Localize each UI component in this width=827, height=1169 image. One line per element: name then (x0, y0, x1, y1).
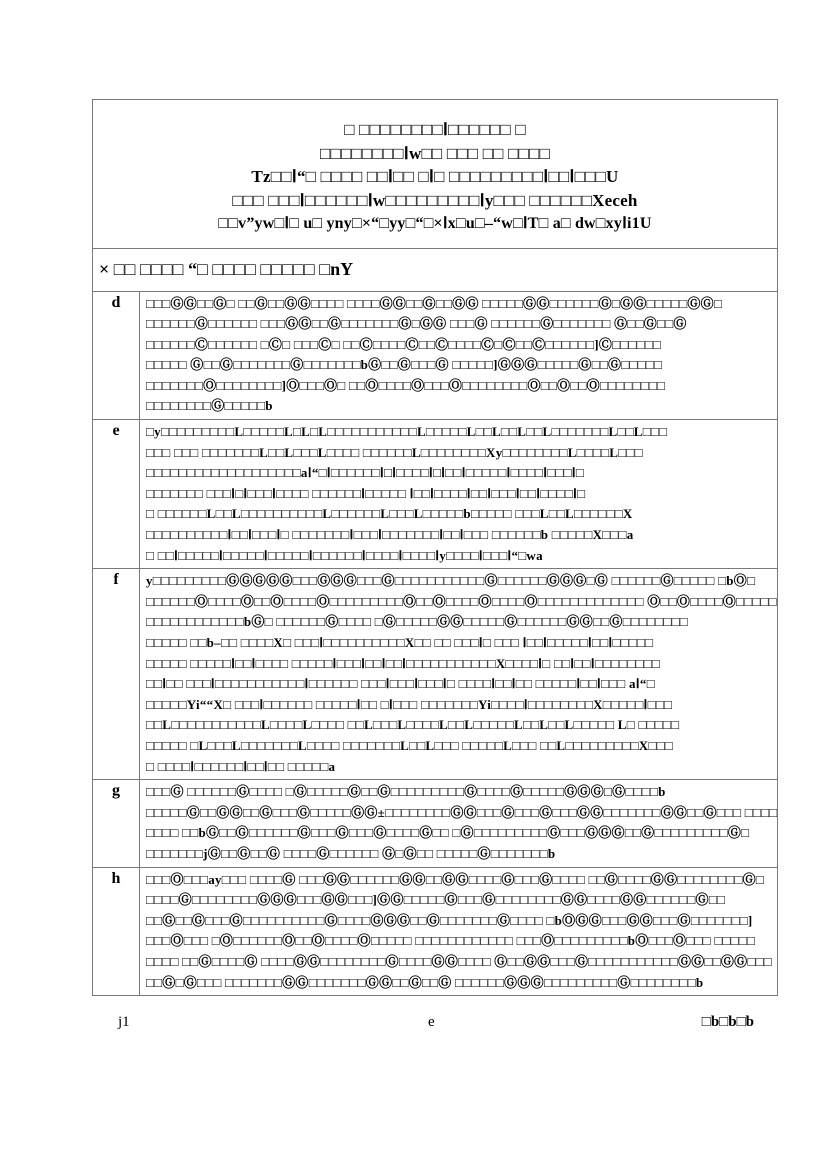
document-table (92, 99, 778, 996)
document-header (93, 100, 777, 249)
row-text-line: □□Ⓖ□□Ⓖ□□□Ⓖ□□□□□□□□□□Ⓖ□□□□ⒼⒼⒼ□□Ⓖ□□□□□□□Ⓖ□□□□ □bⓄⒼⒼ□□□ⒼⒼ□□□Ⓖ□□□□□□□] (146, 912, 753, 928)
table-row (93, 868, 777, 996)
row-text-line: □□□ □□□ □□□□□□□L□□L□□□L□□□□ □□□□□□L□□□□□□□□Xy□□□□□□□□L□□□□L□□□ (146, 444, 643, 460)
row-text-line: □□□ⒼⒼ□□Ⓖ□ □□Ⓖ□□ⒼⒼ□□□□ □□□□ⒼⒼ□□Ⓖ□□ⒼⒼ □□□□□ⒼⒼ□□□□□□Ⓖ□ⒼⒼ□□□□□ⒼⒼ□ (146, 295, 723, 311)
row-text-line: □□□□□□Ⓞ□□□□Ⓞ□□Ⓞ□□□□Ⓞ□□□□□□□□□Ⓞ□□Ⓞ□□□□Ⓞ□□□□Ⓞ□□□□□□□□□□□□□ Ⓞ□□Ⓞ□□□□Ⓞ□□□□□ (146, 593, 777, 609)
row-text-line: □□□□□□□ □□□Ⅰ□Ⅰ□□□Ⅰ□□□□ □□□□□□Ⅰ□□□□□ Ⅰ□□Ⅰ□□□□Ⅰ□□Ⅰ□□□Ⅰ□□Ⅰ□□□□Ⅰ□ (146, 485, 586, 501)
row-body (140, 569, 783, 779)
row-body (140, 780, 783, 866)
row-text-line: □□□Ⓖ □□□□□□Ⓖ□□□□ □Ⓖ□□□□□Ⓖ□□Ⓖ□□□□□□□□□Ⓖ□□□□Ⓖ□□□□□ⒼⒼⒼ□Ⓖ□□□□b (146, 784, 666, 800)
row-text-line: y□□□□□□□□□ⒼⒼⒼⒼⒼ□□□ⒼⒼⒼ□□□Ⓖ□□□□□□□□□□□Ⓖ□□□□□□ⒼⒼⒼ□Ⓖ □□□□□□Ⓖ□□□□□ □bⓄ□ (146, 573, 756, 589)
row-text-line: □□□Ⓞ□□□ay□□□ □□□□Ⓖ □□□ⒼⒼ□□□□□□ⒼⒼ□□ⒼⒼ□□□□Ⓖ□□□Ⓖ□□□□ □□Ⓖ□□□□ⒼⒼ□□□□□□□□Ⓖ□ (146, 871, 765, 887)
row-text-line: □□□□□□□□□□Ⅰ□□Ⅰ□□□Ⅰ□ □□□□□□□Ⅰ□□□Ⅰ□□□□□□□Ⅰ□□Ⅰ□□□ □□□□□□b □□□□□X□□□a (146, 527, 634, 543)
row-text-line: □□□□□□□□□□□□□□□□□□□aⅠ“□Ⅰ□□□□□□Ⅰ□Ⅰ□□□□Ⅰ□Ⅰ□□Ⅰ□□□□□Ⅰ□□□□Ⅰ□□□Ⅰ□ (146, 465, 585, 481)
row-text-line: □□□□□ □□□□□Ⅰ□□Ⅰ□□□□ □□□□□Ⅰ□□□Ⅰ□□Ⅰ□□Ⅰ□□□□□□□□□□□X□□□□Ⅰ□ □□Ⅰ□□Ⅰ□□□□□□□□ (146, 655, 661, 671)
row-text-line: □ □□□□□□L□□L□□□□□□□□□□L□□□□□□L□□□L□□□□□b□□□□□ □□□L□□L□□□□□□X (146, 506, 633, 522)
row-text-line: □□Ⓖ□Ⓖ□□□ □□□□□□□ⒼⒼ□□□□□□□ⒼⒼ□□Ⓖ□□Ⓖ □□□□□□ⒼⒼⒼ□□□□□□□□□Ⓖ□□□□□□□□b (146, 974, 704, 990)
row-text-line: □□□□□□□□Ⓖ□□□□□b (146, 398, 273, 414)
table-row (93, 780, 777, 867)
table-row (93, 420, 777, 569)
page-number: e (428, 1014, 435, 1030)
section-title: × □□ □□□□ “□ □□□□ □□□□□ □nY (93, 249, 777, 292)
row-text-line: □□□□□□Ⓖ□□□□□□ □□□ⒼⒼ□□Ⓖ□□□□□□□Ⓖ□ⒼⒼ □□□Ⓖ □□□□□□Ⓖ□□□□□□□ Ⓖ□□Ⓖ□□Ⓖ (146, 316, 687, 332)
footer-right: □b□b□b (701, 1014, 754, 1030)
row-text-line: □ □□Ⅰ□□□□□Ⅰ□□□□□Ⅰ□□□□□Ⅰ□□□□□□Ⅰ□□□□Ⅰ□□□□Ⅰy□□□□Ⅰ□□□Ⅰ“□wa (146, 547, 543, 563)
row-label: h (93, 868, 140, 996)
row-text-line: □□□□□ Ⓖ□□Ⓖ□□□□□□□Ⓖ□□□□□□□bⒼ□□Ⓖ□□□Ⓖ □□□□□]ⒼⒼⒼ□□□□□Ⓖ□□Ⓖ□□□□□ (146, 357, 663, 373)
row-label: g (93, 780, 140, 866)
header-line-3: Ƭz□□Ⅰ“□ □□□□ □□Ⅰ□□ □Ⅰ□ □□□□□□□□□Ⅰ□□Ⅰ□□□U (251, 167, 619, 186)
row-text-line: □□□□□Yi““X□ □□□Ⅰ□□□□□□ □□□□□Ⅰ□□ □Ⅰ□□□ □□□□□□□Yi□□□□Ⅰ□□□□□□□□X□□□□□Ⅰ□□□ (146, 696, 673, 712)
row-text-line: □□□□□□Ⓒ□□□□□□ □Ⓒ□ □□□Ⓒ□ □□Ⓒ□□□□Ⓒ□□Ⓒ□□□□Ⓒ□Ⓒ□□Ⓒ□□□□□□]Ⓒ□□□□□□ (146, 336, 662, 352)
row-body (140, 292, 777, 420)
row-text-line: □□□□□ □□b–□□ □□□□X□ □□□Ⅰ□□□□□□□□□□X□□ □□ □□□Ⅰ□ □□□ Ⅰ□□Ⅰ□□□□□Ⅰ□□Ⅰ□□□□□ (146, 635, 654, 650)
footer-left: j1 (118, 1014, 130, 1030)
table-row (93, 569, 777, 780)
row-body (140, 868, 778, 996)
row-text-line: □□□□ □□bⒼ□□Ⓖ□□□□□□Ⓖ□□□Ⓖ□□□Ⓖ□□□□Ⓖ□□ □Ⓖ□□□□□□□□□Ⓖ□□□ⒼⒼⒼ□□Ⓖ□□□□□□□□□Ⓖ□ (146, 825, 750, 841)
row-label: f (93, 569, 140, 779)
row-label: e (93, 420, 140, 568)
row-text-line: □□□□□□□jⒼ□□Ⓖ□□Ⓖ □□□□Ⓖ□□□□□□ Ⓖ□Ⓖ□□ □□□□□Ⓖ□□□□□□□b (146, 845, 556, 861)
row-text-line: □ □□□□Ⅰ□□□□□□Ⅰ□□Ⅰ□□ □□□□□a (146, 758, 336, 774)
row-body (140, 420, 777, 568)
header-line-4: □□□ □□□Ⅰ□□□□□□Ⅰw□□□□□□□□□Ⅰy□□□ □□□□□□Xeceh (232, 190, 638, 210)
row-text-line: □y□□□□□□□□□L□□□□□L□L□L□□□□□□□□□□□L□□□□□L□□L□□L□□L□□□□□□□L□□L□□□ (146, 424, 668, 440)
table-row (93, 292, 777, 421)
row-text-line: □□□□□□□□□□□□bⒼ□ □□□□□□Ⓖ□□□□ □Ⓖ□□□□□ⒼⒼ□□□□□Ⓖ□□□□□□ⒼⒼ□□Ⓖ□□□□□□□□ (146, 614, 688, 630)
row-text-line: □□□□ □□Ⓖ□□□□Ⓖ □□□□ⒼⒼ□□□□□□□□Ⓖ□□□□ⒼⒼ□□□□ Ⓖ□□ⒼⒼ□□□Ⓖ□□□□□□□□□□□ⒼⒼ□□ⒼⒼ□□□ (146, 953, 772, 969)
row-text-line: □□□□Ⓖ□□□□□□□□ⒼⒼⒼ□□□ⒼⒼ□□□]ⒼⒼ□□□□□Ⓖ□□□Ⓖ□□□□□□□□ⒼⒼ□□□□ⒼⒼ□□□□□□Ⓖ□□ (146, 892, 726, 908)
row-text-line: □□□Ⓞ□□□ □Ⓞ□□□□□□Ⓞ□□Ⓞ□□□□Ⓞ□□□□□ □□□□□□□□□□□□ □□□Ⓞ□□□□□□□□□bⓄ□□□Ⓞ□□□ □□□□□ (146, 933, 756, 949)
row-text-line: □□L□□□□□□□□□□□L□□□□L□□□□ □□L□□□L□□□□L□□L□□□□□L□□L□□L□□□□□ L□ □□□□□ (146, 717, 680, 733)
header-line-5: □□v”yw□Ⅰ□ u□ yny□×“□yy□“□×Ⅰx□u□–“w□ⅠƬ□ a□ dw□xyⅠi1U (218, 215, 652, 232)
row-text-line: □□□□□□□Ⓞ□□□□□□□□]Ⓞ□□□Ⓞ□ □□Ⓞ□□□□Ⓞ□□□Ⓞ□□□□□□□□Ⓞ□□Ⓞ□□Ⓞ□□□□□□□□ (146, 377, 666, 393)
header-line-1: □ □□□□□□□□Ⅰ□□□□□□ □ (344, 120, 526, 139)
row-text-line: □□Ⅰ□□ □□□Ⅰ□□□□□□□□□□□Ⅰ□□□□□□ □□□Ⅰ□□□Ⅰ□□□Ⅰ□ □□□□Ⅰ□□Ⅰ□□ □□□□□Ⅰ□□Ⅰ□□□ aⅠ“□ (146, 676, 655, 692)
header-line-2: □□□□□□□□Ⅰw□□ □□□ □□ □□□□ (320, 143, 550, 163)
page-footer (118, 1014, 754, 1034)
row-label: d (93, 292, 140, 420)
row-text-line: □□□□□ □L□□□L□□□□□□□L□□□□ □□□□□□□L□□L□□□ □□□□□L□□□ □□L□□□□□□□□□X□□□ (146, 737, 673, 753)
row-text-line: □□□□□Ⓖ□□ⒼⒼ□□Ⓖ□□□Ⓖ□□□□□ⒼⒼ±□□□□□□□□ⒼⒼ□□□Ⓖ□□□Ⓖ□□□ⒼⒼ□□□□□□□ⒼⒼ□□Ⓖ□□□ □□□□ (146, 804, 778, 820)
